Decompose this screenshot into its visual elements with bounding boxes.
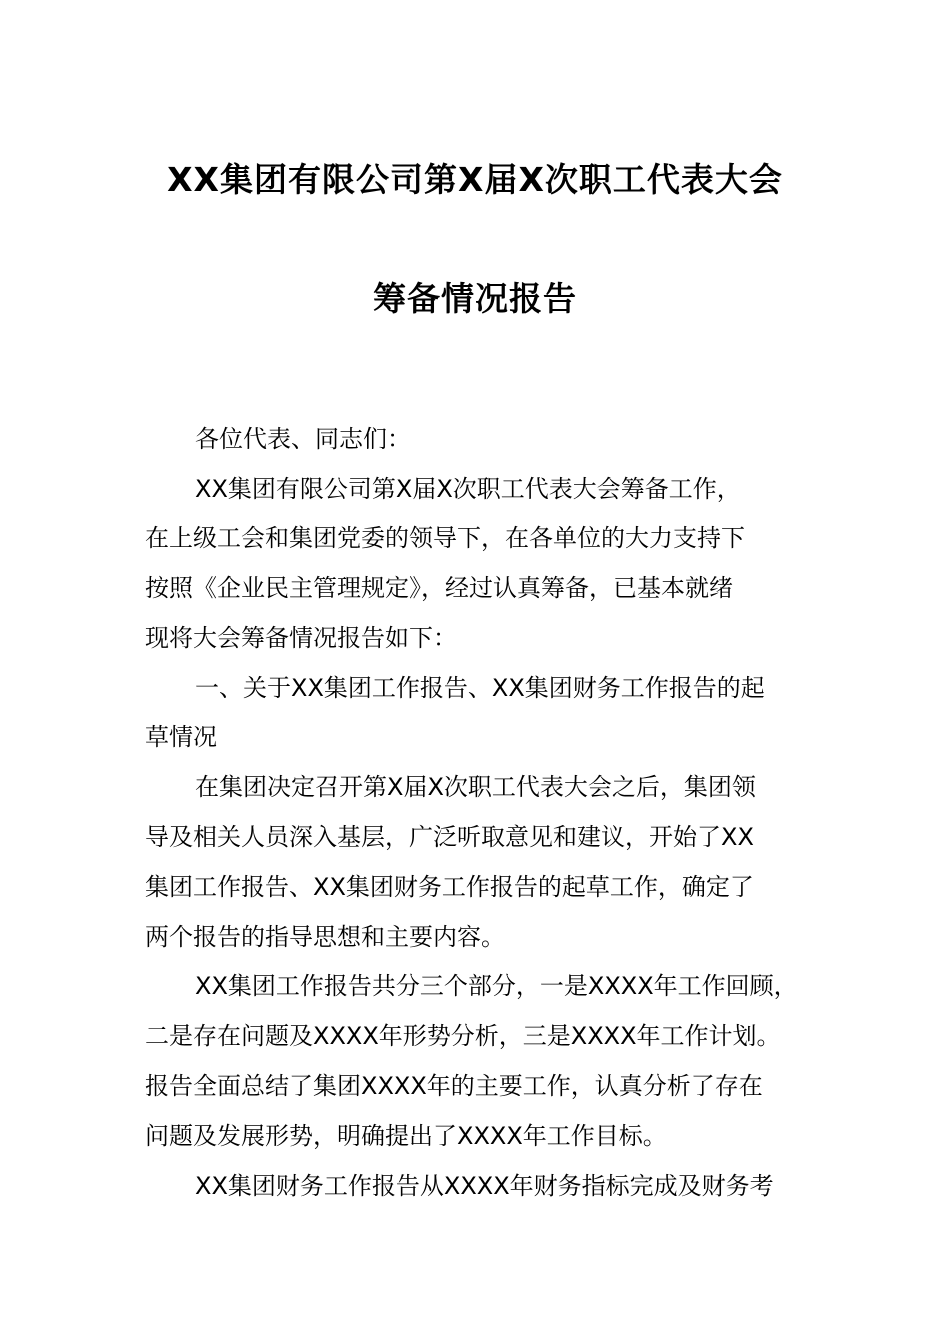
section-heading-line: 一、关于XX集团工作报告、XX集团财务工作报告的起 — [195, 674, 765, 702]
document-title-line-2: 筹备情况报告 — [373, 279, 577, 318]
paragraph-line: 集团工作报告、XX集团财务工作报告的起草工作，确定了 — [145, 873, 754, 901]
paragraph-line: 按照《企业民主管理规定》，经过认真筹备，已基本就绪 — [145, 574, 733, 602]
paragraph-line: XX集团财务工作报告从XXXX年财务指标完成及财务考 — [195, 1172, 774, 1200]
paragraph-line: 在集团决定召开第X届X次职工代表大会之后，集团领 — [195, 773, 756, 801]
document-title-line-1: XX集团有限公司第X届X次职工代表大会 — [167, 160, 783, 199]
paragraph-line: XX集团有限公司第X届X次职工代表大会筹备工作， — [195, 475, 741, 503]
paragraph-line: 问题及发展形势，明确提出了XXXX年工作目标。 — [145, 1122, 667, 1150]
paragraph-line: 导及相关人员深入基层，广泛听取意见和建议，开始了XX — [145, 823, 754, 851]
paragraph-line: 两个报告的指导思想和主要内容。 — [145, 923, 505, 951]
paragraph-line: 在上级工会和集团党委的领导下，在各单位的大力支持下 — [145, 524, 745, 552]
salutation: 各位代表、同志们： — [195, 425, 411, 453]
section-heading-line: 草情况 — [145, 723, 217, 751]
paragraph-line: 报告全面总结了集团XXXX年的主要工作，认真分析了存在 — [145, 1072, 763, 1100]
paragraph-line: 现将大会筹备情况报告如下： — [145, 624, 457, 652]
paragraph-line: 二是存在问题及XXXX年形势分析，三是XXXX年工作计划。 — [145, 1022, 781, 1050]
paragraph-line: XX集团工作报告共分三个部分，一是XXXX年工作回顾， — [195, 972, 798, 1000]
